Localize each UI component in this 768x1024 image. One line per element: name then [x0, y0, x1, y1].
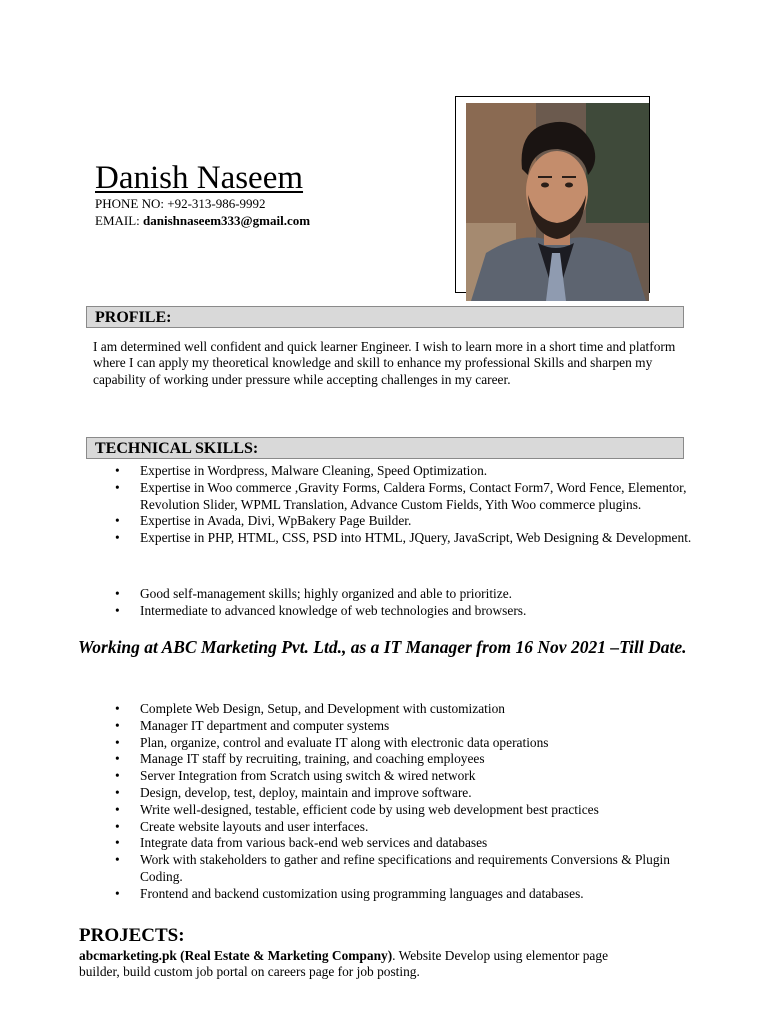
technical-skills-heading: TECHNICAL SKILLS: — [95, 440, 259, 457]
bullet-icon: • — [115, 768, 120, 784]
work-item-text: Design, develop, test, deploy, maintain and improve software. — [140, 784, 472, 800]
work-item-text: Manager IT department and computer systems — [140, 717, 390, 733]
work-item — [115, 768, 715, 785]
bullet-icon: • — [115, 852, 120, 868]
work-item-text: Manage IT staff by recruiting, training, and coaching employees — [140, 751, 485, 767]
profile-photo — [466, 103, 649, 301]
bullet-icon: • — [115, 602, 120, 618]
technical-skills-section-header — [86, 437, 684, 459]
technical-skills-list — [115, 463, 695, 547]
work-item-text: Plan, organize, control and evaluate IT along with electronic data operations — [140, 734, 549, 750]
bullet-icon: • — [115, 818, 120, 834]
skill-item-text: Expertise in PHP, HTML, CSS, PSD into HTML, JQuery, JavaScript, Web Designing & Development. — [140, 530, 692, 546]
work-item-text: Write well-designed, testable, efficient code by using web development best practices — [140, 801, 599, 817]
work-item — [115, 701, 715, 718]
skill-item-text: Expertise in Wordpress, Malware Cleaning, Speed Optimization. — [140, 463, 488, 478]
work-item — [115, 785, 715, 802]
skill-item-text: Expertise in Woo commerce ,Gravity Forms, Caldera Forms, Contact Form7, Word Fence, Elementor, Revolution Slider, WPML Translation, Advance Custom Fields, Yith Woo commerce plugins. — [140, 479, 687, 512]
profile-heading: PROFILE: — [95, 309, 172, 326]
work-item-text: Integrate data from various back-end web services and databases — [140, 835, 488, 851]
bullet-icon: • — [115, 885, 120, 901]
skill-item-text: Good self-management skills; highly organized and able to prioritize. — [140, 586, 512, 601]
work-item — [115, 751, 715, 768]
profile-text: I am determined well confident and quick learner Engineer. I wish to learn more in a short time and platform where I can apply my theoretical knowledge and skill to enhance my professional Skills and sharpen my capability of working under pressure while accepting challenges in my career. — [93, 339, 676, 387]
bullet-icon: • — [115, 701, 120, 716]
skill-item-text: Expertise in Avada, Divi, WpBakery Page Builder. — [140, 513, 412, 529]
bullet-icon: • — [115, 530, 120, 546]
bullet-icon: • — [115, 734, 120, 750]
skill-item — [115, 603, 695, 620]
work-item-text: Server Integration from Scratch using switch & wired network — [140, 768, 476, 784]
work-item — [115, 886, 715, 903]
bullet-icon: • — [115, 801, 120, 817]
skill-item — [115, 513, 695, 530]
phone-number: +92-313-986-9992 — [167, 196, 266, 211]
project-description: . Website Develop using elementor page builder, build custom job portal on careers page for job posting. — [79, 948, 609, 980]
bullet-icon: • — [115, 586, 120, 601]
work-item-text: Create website layouts and user interfaces. — [140, 818, 369, 834]
projects-heading: PROJECTS: — [79, 925, 185, 946]
candidate-name: Danish Naseem — [95, 160, 304, 196]
bullet-icon: • — [115, 835, 120, 851]
bullet-icon: • — [115, 717, 120, 733]
work-item — [115, 802, 715, 819]
work-item-text: Work with stakeholders to gather and refine specifications and requirements Conversions & Plugin Coding. — [140, 852, 670, 884]
project-entry — [79, 948, 639, 981]
work-item-text: Frontend and backend customization using programming languages and databases. — [140, 885, 584, 901]
work-item-text: Complete Web Design, Setup, and Development with customization — [140, 701, 505, 716]
profile-photo-frame — [455, 96, 650, 293]
skill-item — [115, 463, 695, 480]
work-item — [115, 735, 715, 752]
email-address: danishnaseem333@gmail.com — [143, 213, 311, 228]
bullet-icon: • — [115, 479, 120, 495]
bullet-icon: • — [115, 751, 120, 767]
profile-section-header — [86, 306, 684, 328]
phone-line — [95, 196, 266, 212]
phone-label: PHONE NO: — [95, 196, 164, 211]
work-experience-title: Working at ABC Marketing Pvt. Ltd., as a IT Manager from 16 Nov 2021 –Till Date. — [78, 637, 687, 657]
bullet-icon: • — [115, 463, 120, 478]
work-item — [115, 835, 715, 852]
skill-item — [115, 480, 695, 514]
email-line — [95, 213, 310, 229]
email-label: EMAIL: — [95, 213, 140, 228]
project-name: abcmarketing.pk (Real Estate & Marketing Company) — [79, 948, 393, 963]
skill-item — [115, 530, 695, 547]
work-item — [115, 819, 715, 836]
bullet-icon: • — [115, 784, 120, 800]
work-item — [115, 852, 715, 886]
work-responsibilities-list — [115, 701, 715, 903]
skill-item-text: Intermediate to advanced knowledge of web technologies and browsers. — [140, 602, 527, 618]
general-skills-list — [115, 586, 695, 620]
work-item — [115, 718, 715, 735]
bullet-icon: • — [115, 513, 120, 529]
skill-item — [115, 586, 695, 603]
